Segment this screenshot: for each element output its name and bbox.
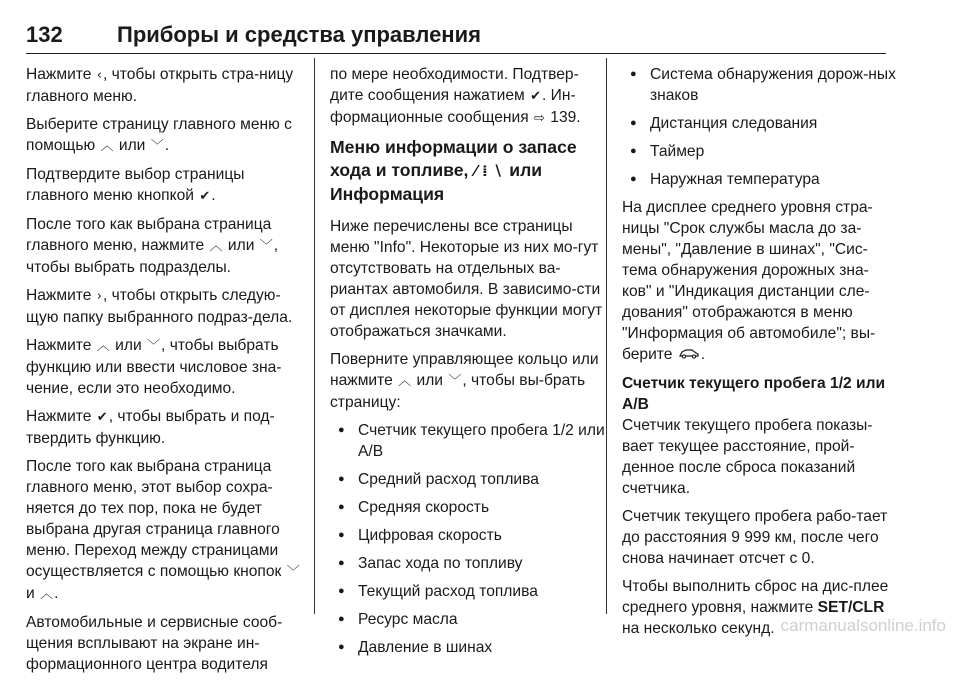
list-item: ● Наружная температура: [622, 169, 898, 190]
subsection-heading: Счетчик текущего пробега 1/2 или A/B: [622, 375, 886, 413]
paragraph: Нажмите ‹, чтобы открыть стра-ницу главного меню.: [26, 66, 294, 105]
chevron-up-icon: ︿: [100, 139, 114, 154]
column-divider-2: [606, 58, 607, 614]
list-item: ● Дистанция следования: [622, 113, 898, 134]
paragraph: Счетчик текущего пробега рабо-тает до расстояния 9 999 км, после чего снова начинает отсчет с 0.: [622, 508, 888, 567]
chevron-down-icon: ﹀: [286, 565, 300, 580]
paragraph: Поверните управляющее кольцо или нажмите ︿ или ﹀, чтобы вы-брать страницу:: [330, 351, 599, 411]
paragraph: Нажмите ›, чтобы открыть следую-щую папку выбранного подраз-дела.: [26, 287, 293, 326]
paragraph: Выберите страницу главного меню с помощью ︿ или ﹀.: [26, 114, 302, 157]
check-icon: ✔: [199, 189, 211, 204]
page-title: Приборы и средства управления: [117, 22, 481, 47]
info-pages-list-continued: [622, 64, 898, 190]
chevron-down-icon: ﹀: [147, 339, 161, 354]
check-icon: ✔: [530, 89, 541, 104]
info-pages-list: [330, 420, 606, 658]
chevron-down-icon: ﹀: [448, 374, 462, 389]
page-number: 132: [26, 22, 63, 47]
list-item: ● Текущий расход топлива: [330, 581, 606, 602]
paragraph: Чтобы выполнить сброс на дис-плее среднего уровня, нажмите SET/CLR на несколько секунд.: [622, 578, 889, 637]
paragraph: Счетчик текущего пробега показы-вает текущее расстояние, прой-денное после сброса показаний счетчика.: [622, 417, 873, 497]
chevron-down-icon: ﹀: [259, 239, 273, 254]
page-reference-icon: ⇨: [534, 111, 545, 126]
watermark: carmanualsonline.info: [780, 616, 946, 635]
list-item: ● Средний расход топлива: [330, 469, 606, 490]
list-item: ● Система обнаружения дорож-ных знаков: [622, 64, 898, 106]
check-icon: ✔: [96, 410, 108, 425]
list-item: ● Давление в шинах: [330, 637, 606, 658]
paragraph: После того как выбрана страница главного меню, этот выбор сохра-няется до тех пор, пока не будет выбрана другая страница главного меню. Переход между страницами осуществляется с помощью кнопок ﹀ и ︿.: [26, 456, 302, 605]
chevron-up-icon: ︿: [398, 374, 412, 389]
column-divider-1: [314, 58, 315, 614]
page-header: [26, 22, 886, 52]
list-item: ● Цифровая скорость: [330, 525, 606, 546]
paragraph: Ниже перечислены все страницы меню "Info". Некоторые из них мо-гут отсутствовать на отдельных ва-риантах автомобиля. В зависимо-сти от дисплея некоторые функции могут отображаться значками.: [330, 218, 603, 340]
column-3: [622, 64, 898, 646]
paragraph: На дисплее среднего уровня стра-ницы "Срок службы масла до за-мены", "Давление в шинах", "Сис-тема обнаружения дорожных зна-ков" и "Индикация дистанции сле-дования" отображаются в меню "Информация об автомобиле"; вы-берите .: [622, 197, 898, 366]
paragraph: Нажмите ︿ или ﹀, чтобы выбрать функцию или ввести числовое зна-чение, если это необходимо.: [26, 337, 282, 397]
paragraph: После того как выбрана страница главного меню, нажмите ︿ или ﹀, чтобы выбрать подразделы.: [26, 216, 279, 276]
paragraph: Подтвердите выбор страницы главного меню кнопкой ✔.: [26, 164, 302, 207]
column-2: [330, 64, 606, 665]
set-clr-button-label: SET/CLR: [817, 599, 885, 616]
header-rule: [26, 53, 886, 54]
list-item: ● Ресурс масла: [330, 609, 606, 630]
chevron-up-icon: ︿: [96, 339, 110, 354]
chevron-down-icon: ﹀: [150, 139, 164, 154]
list-item: ● Запас хода по топливу: [330, 553, 606, 574]
list-item: ● Счетчик текущего пробега 1/2 или A/B: [330, 420, 606, 462]
chevron-up-icon: ︿: [209, 239, 223, 254]
chevron-left-icon: ‹: [96, 68, 102, 83]
list-item: ● Средняя скорость: [330, 497, 606, 518]
chevron-right-icon: ›: [96, 289, 102, 304]
paragraph: Автомобильные и сервисные сооб-щения всплывают на экране ин-формационного центра водителя: [26, 614, 283, 673]
paragraph: по мере необходимости. Подтвер-дите сообщения нажатием ✔. Ин-формационные сообщения ⇨ 139.: [330, 64, 606, 129]
list-item: ● Таймер: [622, 141, 898, 162]
chevron-up-icon: ︿: [40, 587, 54, 602]
column-1: [26, 64, 302, 682]
trip-menu-icon: ⁄ ⁞ ∖: [474, 162, 504, 180]
paragraph: Нажмите ✔, чтобы выбрать и под-твердить функцию.: [26, 408, 275, 447]
section-heading: Меню информации о запасе хода и топливе, ⁄ ⁞ ∖ или Информация: [330, 137, 577, 204]
car-icon: [677, 345, 701, 366]
